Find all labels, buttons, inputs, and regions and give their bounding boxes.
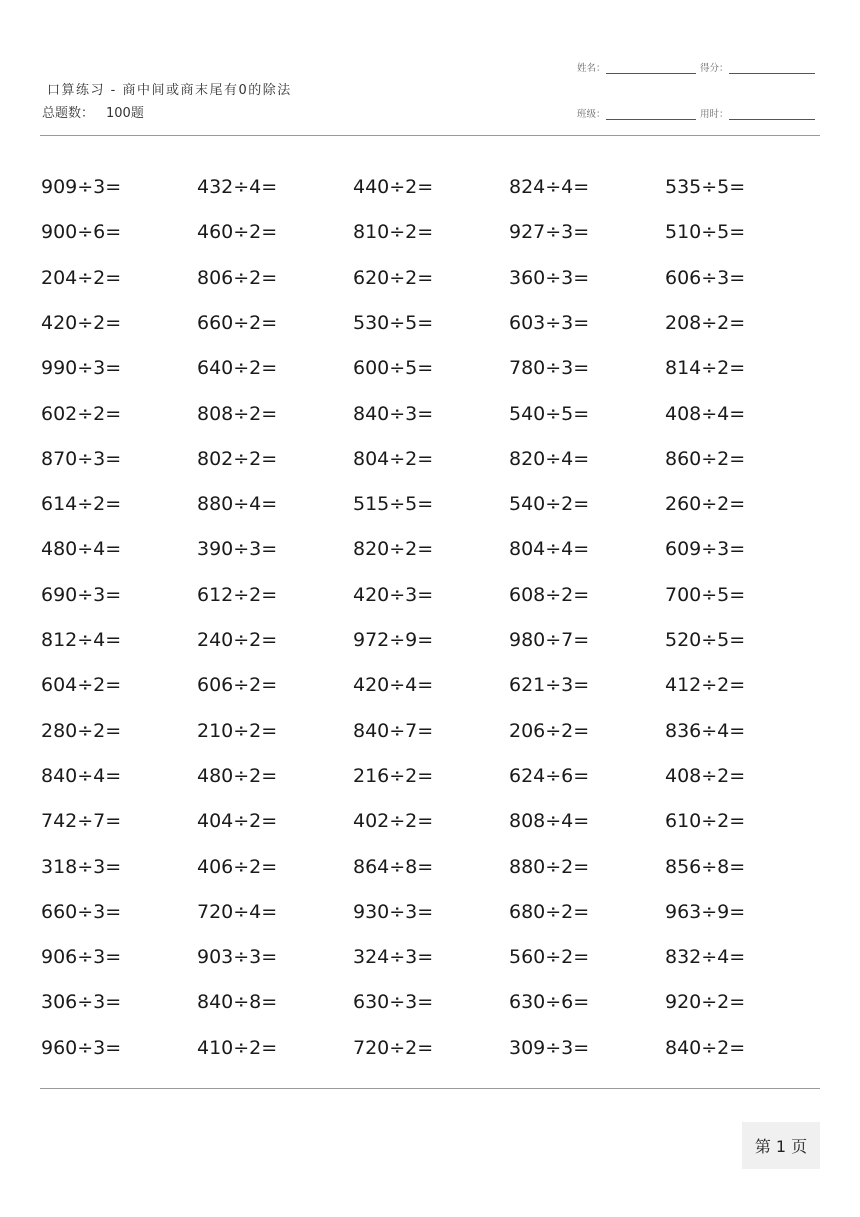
problem-cell: 909÷3=: [41, 176, 122, 198]
class-blank[interactable]: [606, 109, 696, 120]
problem-cell: 640÷2=: [197, 357, 278, 380]
problem-cell: 972÷9=: [353, 629, 434, 651]
problem-cell: 960÷3=: [41, 1036, 122, 1059]
problem-cell: 804÷2=: [353, 447, 434, 470]
problem-cell: 660÷3=: [41, 900, 122, 923]
problem-cell: 210÷2=: [197, 719, 278, 742]
problem-cell: 812÷4=: [41, 629, 122, 651]
problem-cell: 806÷2=: [197, 266, 278, 289]
problem-cell: 604÷2=: [41, 674, 122, 697]
problem-cell: 609÷3=: [665, 538, 746, 561]
total-count-value: 100题: [106, 106, 144, 121]
problem-cell: 864÷8=: [353, 855, 434, 878]
problem-cell: 535÷5=: [665, 176, 746, 198]
problem-cell: 840÷3=: [353, 402, 434, 425]
problem-cell: 814÷2=: [665, 357, 746, 380]
problem-cell: 856÷8=: [665, 855, 746, 878]
problem-cell: 690÷3=: [41, 583, 122, 606]
problem-cell: 870÷3=: [41, 447, 122, 470]
time-label: 用时：: [700, 109, 729, 120]
problem-cell: 836÷4=: [665, 719, 746, 742]
name-blank[interactable]: [606, 63, 696, 74]
problem-cell: 404÷2=: [197, 810, 278, 833]
footer-divider: [40, 1088, 820, 1089]
problem-cell: 480÷2=: [197, 764, 278, 787]
problem-cell: 840÷7=: [353, 719, 434, 742]
problem-cell: 240÷2=: [197, 629, 278, 651]
problem-cell: 840÷4=: [41, 764, 122, 787]
problem-cell: 260÷2=: [665, 493, 746, 516]
problem-cell: 927÷3=: [509, 221, 590, 244]
problem-cell: 324÷3=: [353, 946, 434, 969]
problem-cell: 602÷2=: [41, 402, 122, 425]
problem-cell: 840÷2=: [665, 1036, 746, 1059]
score-field[interactable]: [700, 60, 815, 74]
problem-cell: 606÷2=: [197, 674, 278, 697]
problem-cell: 408÷2=: [665, 764, 746, 787]
problem-cell: 880÷2=: [509, 855, 590, 878]
problem-cell: 608÷2=: [509, 583, 590, 606]
problem-cell: 808÷4=: [509, 810, 590, 833]
problem-cell: 903÷3=: [197, 946, 278, 969]
problem-cell: 963÷9=: [665, 900, 746, 923]
problem-cell: 624÷6=: [509, 764, 590, 787]
problem-cell: 406÷2=: [197, 855, 278, 878]
problem-cell: 614÷2=: [41, 493, 122, 516]
problem-cell: 360÷3=: [509, 266, 590, 289]
problem-cell: 810÷2=: [353, 221, 434, 244]
problem-cell: 630÷6=: [509, 991, 590, 1014]
class-label: 班级：: [577, 109, 606, 120]
problem-cell: 432÷4=: [197, 176, 278, 198]
problem-cell: 408÷4=: [665, 402, 746, 425]
problem-cell: 420÷3=: [353, 583, 434, 606]
time-blank[interactable]: [729, 109, 815, 120]
problem-cell: 780÷3=: [509, 357, 590, 380]
problem-cell: 306÷3=: [41, 991, 122, 1014]
problem-cell: 630÷3=: [353, 991, 434, 1014]
name-field[interactable]: [577, 60, 696, 74]
name-label: 姓名：: [577, 63, 606, 74]
problem-cell: 530÷5=: [353, 311, 434, 334]
problem-cell: 824÷4=: [509, 176, 590, 198]
problem-cell: 216÷2=: [353, 764, 434, 787]
problem-cell: 606÷3=: [665, 266, 746, 289]
problem-cell: 390÷3=: [197, 538, 278, 561]
problem-cell: 460÷2=: [197, 221, 278, 244]
problem-cell: 700÷5=: [665, 583, 746, 606]
problem-cell: 840÷8=: [197, 991, 278, 1014]
problem-cell: 610÷2=: [665, 810, 746, 833]
problem-cell: 480÷4=: [41, 538, 122, 561]
score-label: 得分：: [700, 63, 729, 74]
problem-cell: 318÷3=: [41, 855, 122, 878]
header-divider: [40, 135, 820, 136]
problem-cell: 930÷3=: [353, 900, 434, 923]
problem-cell: 208÷2=: [665, 311, 746, 334]
problem-cell: 920÷2=: [665, 991, 746, 1014]
problem-cell: 204÷2=: [41, 266, 122, 289]
problem-cell: 802÷2=: [197, 447, 278, 470]
problem-cell: 603÷3=: [509, 311, 590, 334]
problem-cell: 510÷5=: [665, 221, 746, 244]
problem-cell: 515÷5=: [353, 493, 434, 516]
problem-cell: 420÷2=: [41, 311, 122, 334]
problem-cell: 680÷2=: [509, 900, 590, 923]
problem-cell: 820÷2=: [353, 538, 434, 561]
problem-cell: 621÷3=: [509, 674, 590, 697]
problem-cell: 804÷4=: [509, 538, 590, 561]
problem-cell: 612÷2=: [197, 583, 278, 606]
problem-cell: 980÷7=: [509, 629, 590, 651]
problem-cell: 520÷5=: [665, 629, 746, 651]
problem-cell: 420÷4=: [353, 674, 434, 697]
problem-cell: 280÷2=: [41, 719, 122, 742]
problem-cell: 990÷3=: [41, 357, 122, 380]
problem-cell: 402÷2=: [353, 810, 434, 833]
time-field[interactable]: [700, 106, 815, 120]
problem-cell: 620÷2=: [353, 266, 434, 289]
problem-cell: 742÷7=: [41, 810, 122, 833]
problem-cell: 540÷2=: [509, 493, 590, 516]
problem-cell: 440÷2=: [353, 176, 434, 198]
problem-cell: 906÷3=: [41, 946, 122, 969]
problem-cell: 660÷2=: [197, 311, 278, 334]
total-count-label: 总题数：: [42, 106, 95, 121]
problem-cell: 600÷5=: [353, 357, 434, 380]
problem-cell: 720÷4=: [197, 900, 278, 923]
problem-cell: 720÷2=: [353, 1036, 434, 1059]
problem-cell: 412÷2=: [665, 674, 746, 697]
problem-cell: 832÷4=: [665, 946, 746, 969]
problem-cell: 820÷4=: [509, 447, 590, 470]
score-blank[interactable]: [729, 63, 815, 74]
page-number: 第 1 页: [742, 1122, 820, 1169]
problem-cell: 560÷2=: [509, 946, 590, 969]
worksheet-title: 口算练习 - 商中间或商末尾有0的除法: [47, 83, 292, 98]
problem-cell: 410÷2=: [197, 1036, 278, 1059]
problem-cell: 206÷2=: [509, 719, 590, 742]
problem-cell: 808÷2=: [197, 402, 278, 425]
problem-cell: 880÷4=: [197, 493, 278, 516]
problem-cell: 860÷2=: [665, 447, 746, 470]
total-count: [42, 102, 144, 121]
problem-cell: 309÷3=: [509, 1036, 590, 1059]
problem-cell: 900÷6=: [41, 221, 122, 244]
class-field[interactable]: [577, 106, 696, 120]
problem-cell: 540÷5=: [509, 402, 590, 425]
